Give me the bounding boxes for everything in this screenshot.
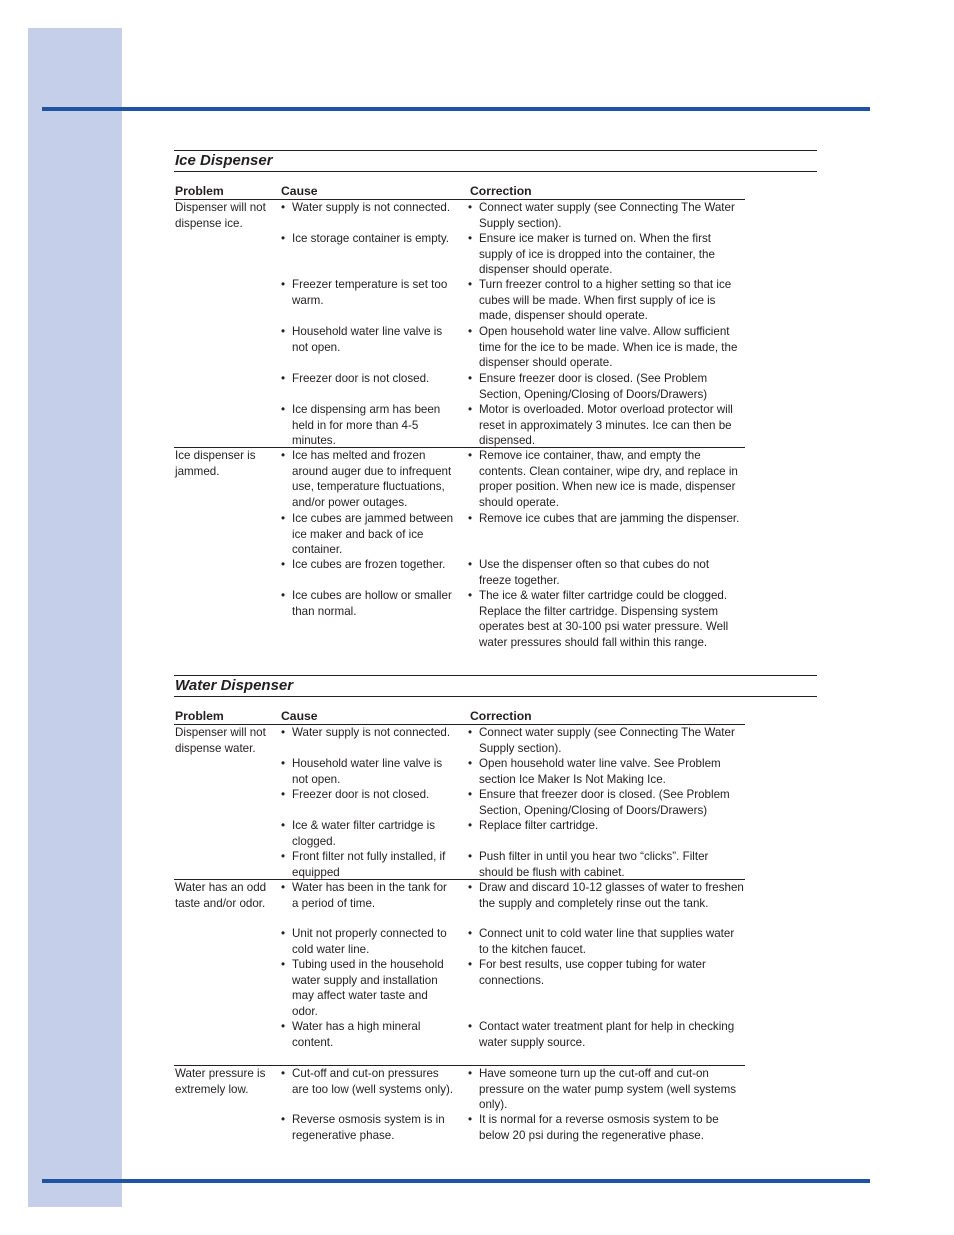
- cause-header: Cause: [281, 709, 318, 723]
- cause-text: • Freezer door is not closed.: [281, 371, 455, 387]
- correction-text: • Ensure freezer door is closed. (See Problem Section, Opening/Closing of Doors/Drawers): [468, 371, 744, 402]
- correction-text: • Turn freezer control to a higher setting so that ice cubes will be made. When first supply of ice is made, dispenser should operate.: [468, 277, 744, 324]
- problem-group: [174, 1066, 745, 1146]
- cause-text: • Ice has melted and frozen around auger due to infrequent use, temperature fluctuations, and/or power outages.: [281, 448, 455, 510]
- cause-text: • Cut-off and cut-on pressures are too low (well systems only).: [281, 1066, 455, 1097]
- cause-text: • Reverse osmosis system is in regenerative phase.: [281, 1112, 455, 1143]
- correction-text: • Remove ice container, thaw, and empty the contents. Clean container, wipe dry, and replace in proper position. When new ice is made, dispenser should operate.: [468, 448, 744, 510]
- correction-text: • Draw and discard 10-12 glasses of water to freshen the supply and completely rinse out the tank.: [468, 880, 744, 911]
- correction-text: • Have someone turn up the cut-off and cut-on pressure on the water pump system (well systems only).: [468, 1066, 744, 1113]
- correction-text: • It is normal for a reverse osmosis system to be below 20 psi during the regenerative phase.: [468, 1112, 744, 1143]
- correction-text: • Replace filter cartridge.: [468, 818, 744, 834]
- problem-group: [174, 448, 745, 675]
- problem-text: Dispenser will not dispense water.: [175, 726, 266, 755]
- cause-text: • Water supply is not connected.: [281, 725, 455, 741]
- cause-text: • Ice storage container is empty.: [281, 231, 455, 247]
- correction-text: • Push filter in until you hear two “clicks”. Filter should be flush with cabinet.: [468, 849, 744, 880]
- table-header: [174, 183, 745, 200]
- cause-text: • Ice cubes are frozen together.: [281, 557, 455, 573]
- problem-text: Water has an odd taste and/or odor.: [175, 881, 267, 910]
- table-header: [174, 708, 745, 725]
- correction-text: • Motor is overloaded. Motor overload protector will reset in approximately 3 minutes. Ice can then be dispensed.: [468, 402, 744, 449]
- correction-text: • Connect water supply (see Connecting The Water Supply section).: [468, 725, 744, 756]
- problem-group: [174, 880, 745, 1066]
- cause-text: • Tubing used in the household water supply and installation may affect water taste and odor.: [281, 957, 455, 1019]
- correction-text: • For best results, use copper tubing for water connections.: [468, 957, 744, 988]
- cause-header: Cause: [281, 184, 318, 198]
- cause-text: • Water supply is not connected.: [281, 200, 455, 216]
- correction-header: Correction: [470, 184, 532, 198]
- cause-text: • Freezer door is not closed.: [281, 787, 455, 803]
- cause-text: • Water has a high mineral content.: [281, 1019, 455, 1050]
- troubleshooting-table: [174, 183, 745, 675]
- cause-text: • Unit not properly connected to cold water line.: [281, 926, 455, 957]
- water-dispenser-section: [174, 675, 817, 1146]
- problem-text: Ice dispenser is jammed.: [175, 449, 256, 478]
- ice-dispenser-section: [174, 150, 817, 675]
- problem-group: [174, 725, 745, 880]
- correction-text: • Open household water line valve. See Problem section Ice Maker Is Not Making Ice.: [468, 756, 744, 787]
- correction-text: • Ensure ice maker is turned on. When the first supply of ice is dropped into the container, the dispenser should operate.: [468, 231, 744, 278]
- problem-text: Dispenser will not dispense ice.: [175, 201, 266, 230]
- problem-header: Problem: [175, 709, 224, 723]
- correction-text: • Contact water treatment plant for help in checking water supply source.: [468, 1019, 744, 1050]
- cause-text: • Ice cubes are hollow or smaller than normal.: [281, 588, 455, 619]
- cause-text: • Ice cubes are jammed between ice maker and back of ice container.: [281, 511, 455, 558]
- header-rule: [42, 107, 870, 111]
- cause-text: • Household water line valve is not open.: [281, 324, 455, 355]
- problem-group: [174, 200, 745, 448]
- footer-rule: [42, 1179, 870, 1183]
- problem-text: Water pressure is extremely low.: [175, 1067, 266, 1096]
- correction-text: • Remove ice cubes that are jamming the dispenser.: [468, 511, 744, 527]
- correction-text: • Use the dispenser often so that cubes do not freeze together.: [468, 557, 744, 588]
- cause-text: • Ice dispensing arm has been held in for more than 4-5 minutes.: [281, 402, 455, 449]
- cause-text: • Front filter not fully installed, if equipped: [281, 849, 455, 880]
- correction-text: • Connect water supply (see Connecting The Water Supply section).: [468, 200, 744, 231]
- correction-text: • Connect unit to cold water line that supplies water to the kitchen faucet.: [468, 926, 744, 957]
- cause-text: • Household water line valve is not open.: [281, 756, 455, 787]
- cause-text: • Freezer temperature is set too warm.: [281, 277, 455, 308]
- cause-text: • Ice & water filter cartridge is clogged.: [281, 818, 455, 849]
- section-title: Water Dispenser: [174, 675, 817, 697]
- correction-text: • Open household water line valve. Allow sufficient time for the ice to be made. When ice is made, the dispenser should operate.: [468, 324, 744, 371]
- troubleshooting-table: [174, 708, 745, 1146]
- correction-header: Correction: [470, 709, 532, 723]
- section-title: Ice Dispenser: [174, 150, 817, 172]
- correction-text: • Ensure that freezer door is closed. (See Problem Section, Opening/Closing of Doors/Drawers): [468, 787, 744, 818]
- problem-header: Problem: [175, 184, 224, 198]
- cause-text: • Water has been in the tank for a period of time.: [281, 880, 455, 911]
- page-side-band: [28, 28, 122, 1207]
- correction-text: • The ice & water filter cartridge could be clogged. Replace the filter cartridge. Dispensing system operates best at 30-100 psi water pressure. Well water pressures should fall within this range.: [468, 588, 744, 650]
